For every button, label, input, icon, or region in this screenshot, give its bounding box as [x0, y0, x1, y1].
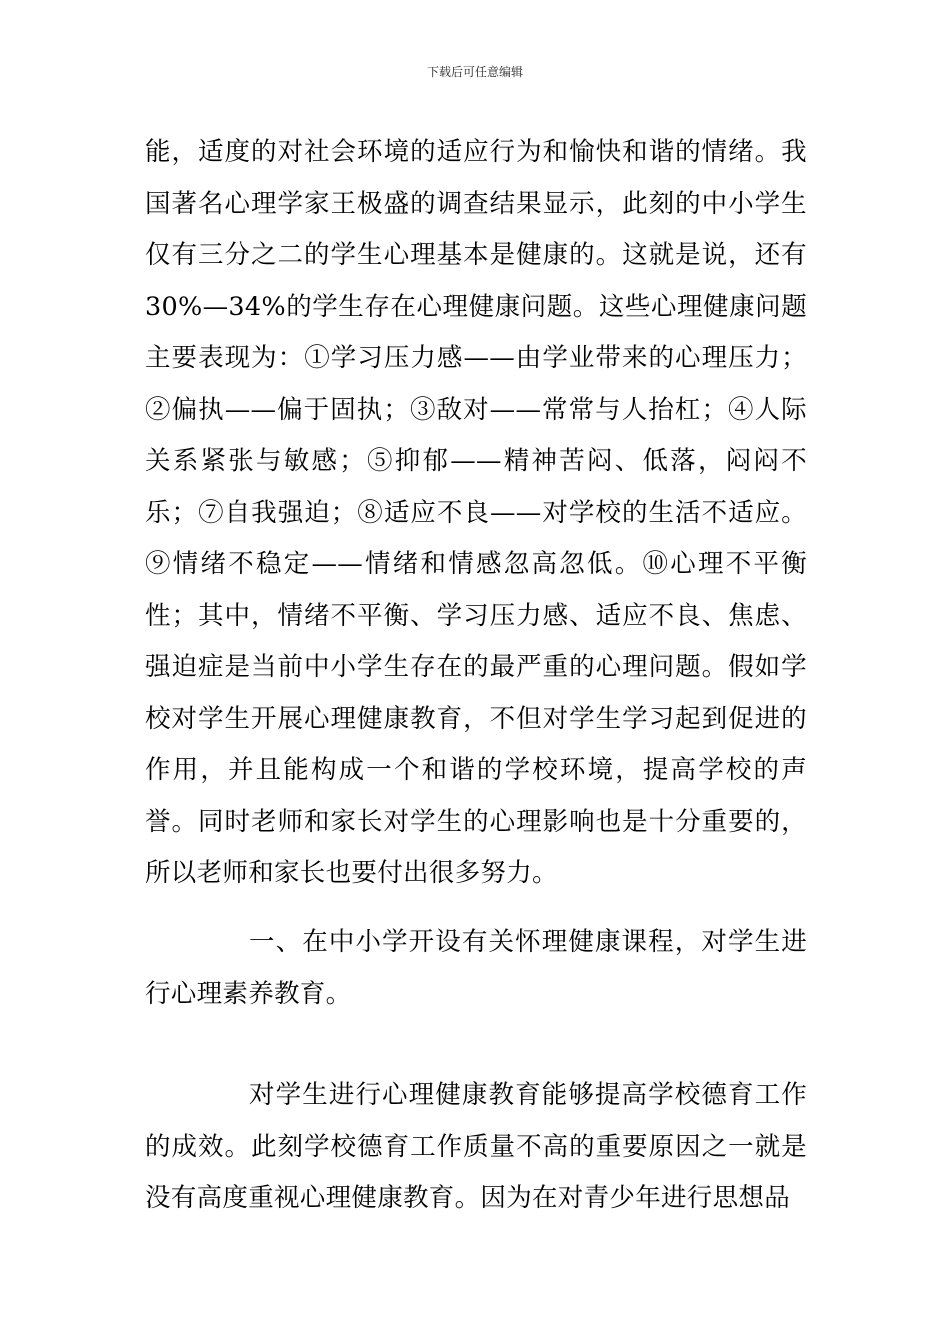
- section-heading-paragraph: 一、在中小学开设有关怀理健康课程，对学生进行心理素养教育。: [145, 927, 807, 1009]
- body-paragraph: 能，适度的对社会环境的适应行为和愉快和谐的情绪。我国著名心理学家王极盛的调查结果显示，此刻的中小学生仅有三分之二的学生心理基本是健康的。这就是说，还有30%—34%的学生存在心理健康问题。这些心理健康问题主要表现为：①学习压力感——由学业带来的心理压力；②偏执——偏于固执；③敌对——常常与人抬杠；④人际关系紧张与敏感；⑤抑郁——精神苦闷、低落，闷闷不乐；⑦自我强迫；⑧适应不良——对学校的生活不适应。⑨情绪不稳定——情绪和情感忽高忽低。⑩心理不平衡性；其中，情绪不平衡、学习压力感、适应不良、焦虑、强迫症是当前中小学生存在的最严重的心理问题。假如学校对学生开展心理健康教育，不但对学生学习起到促进的作用，并且能构成一个和谐的学校环境，提高学校的声誉。同时老师和家长对学生的心理影响也是十分重要的，所以老师和家长也要付出很多努力。: [145, 137, 807, 888]
- page-header-note: 下载后可任意编辑: [426, 65, 523, 79]
- body-paragraph: 对学生进行心理健康教育能够提高学校德育工作的成效。此刻学校德育工作质量不高的重要原因之一就是没有高度重视心理健康教育。因为在对青少年进行思想品: [145, 1080, 807, 1213]
